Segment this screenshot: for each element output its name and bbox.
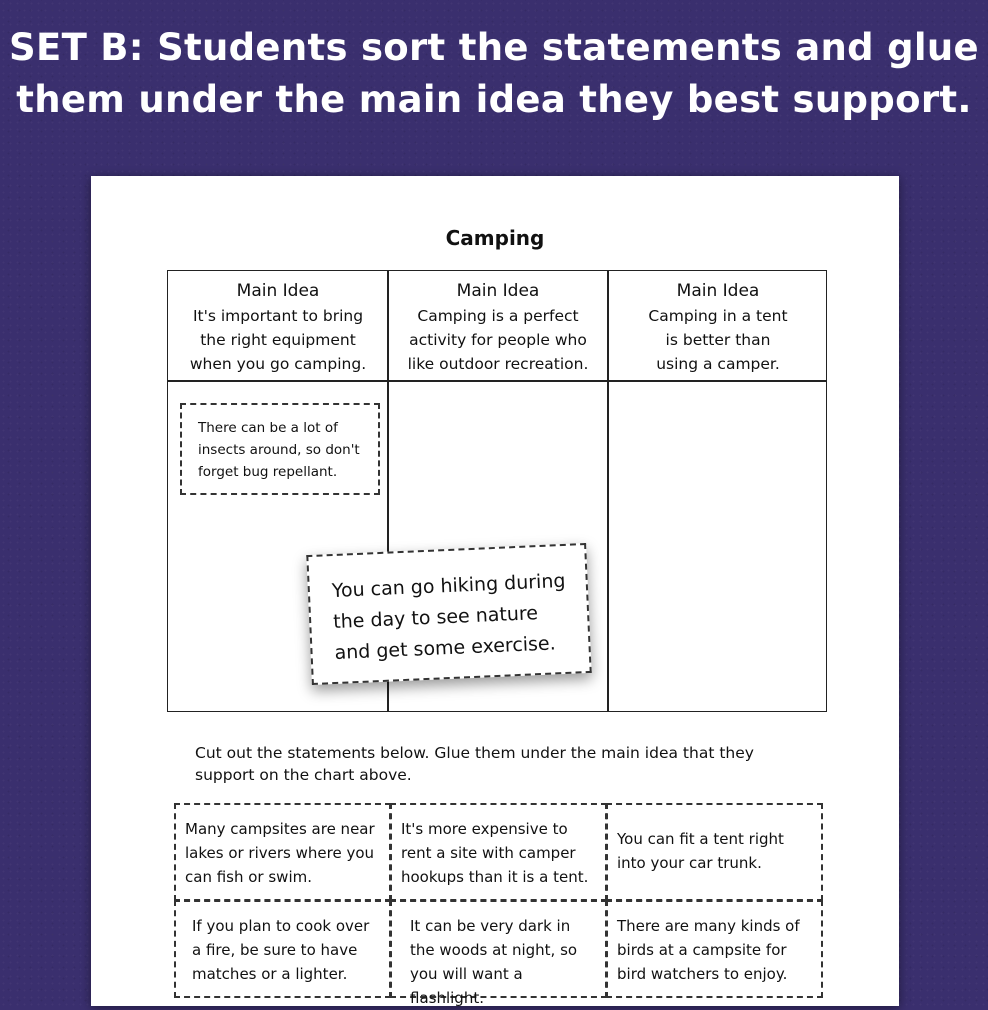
main-idea-text <box>388 304 608 376</box>
statement-line: lakes or rivers where you <box>185 844 375 862</box>
main-idea-3 <box>608 279 828 376</box>
main-idea-line: is better than <box>665 331 771 349</box>
main-idea-heading: Main Idea <box>676 281 760 301</box>
main-idea-line: Camping in a tent <box>648 307 788 325</box>
statement-line: and get some exercise. <box>334 632 557 665</box>
statement-line: There are many kinds of <box>617 917 800 935</box>
main-idea-line: when you go camping. <box>189 355 367 373</box>
cutout-statement-card[interactable] <box>174 900 391 998</box>
main-idea-text <box>608 304 828 376</box>
statement-line: insects around, so don't <box>198 442 360 458</box>
glued-statement-card[interactable] <box>180 403 380 495</box>
statement-line: a fire, be sure to have <box>192 941 358 959</box>
statement-line: into your car trunk. <box>617 854 762 872</box>
statement-line: you will want a flashlight. <box>410 965 523 1007</box>
headline-line-2: them under the main idea they best support. <box>16 78 972 121</box>
main-idea-1 <box>168 279 388 376</box>
statement-line: Many campsites are near <box>185 820 375 838</box>
statement-line: It's more expensive to <box>401 820 568 838</box>
header-divider <box>168 380 826 382</box>
floating-statement-card[interactable] <box>306 543 591 685</box>
statement-line: matches or a lighter. <box>192 965 348 983</box>
statement-line: birds at a campsite for <box>617 941 787 959</box>
statement-line: You can go hiking during <box>331 569 566 603</box>
headline <box>0 22 988 126</box>
cutout-statement-card[interactable] <box>606 803 823 901</box>
instructions-line: support on the chart above. <box>195 766 412 784</box>
statement-line: the day to see nature <box>332 602 539 634</box>
headline-line-1: SET B: Students sort the statements and glue <box>9 26 979 69</box>
worksheet-title: Camping <box>445 226 545 250</box>
main-idea-line: like outdoor recreation. <box>407 355 589 373</box>
statement-line: It can be very dark in <box>410 917 571 935</box>
statement-line: the woods at night, so <box>410 941 578 959</box>
statement-line: You can fit a tent right <box>617 830 784 848</box>
main-idea-heading: Main Idea <box>456 281 540 301</box>
cutout-statement-card[interactable] <box>606 900 823 998</box>
instructions-line: Cut out the statements below. Glue them under the main idea that they <box>195 744 754 762</box>
main-idea-heading: Main Idea <box>236 281 320 301</box>
statement-line: There can be a lot of <box>198 420 338 436</box>
statement-line: bird watchers to enjoy. <box>617 965 788 983</box>
statement-line: forget bug repellant. <box>198 464 338 480</box>
worksheet-page <box>91 176 899 1006</box>
cutout-statement-card[interactable] <box>390 803 607 901</box>
main-idea-line: the right equipment <box>200 331 356 349</box>
statement-line: rent a site with camper <box>401 844 576 862</box>
cutout-statement-card[interactable] <box>390 900 607 1007</box>
statement-line: can fish or swim. <box>185 868 312 886</box>
main-idea-2 <box>388 279 608 376</box>
main-idea-line: activity for people who <box>409 331 587 349</box>
instructions <box>195 742 815 786</box>
main-idea-text <box>168 304 388 376</box>
main-idea-line: Camping is a perfect <box>417 307 579 325</box>
main-idea-line: using a camper. <box>656 355 780 373</box>
main-idea-line: It's important to bring <box>192 307 364 325</box>
statement-line: If you plan to cook over <box>192 917 370 935</box>
cutout-statement-card[interactable] <box>174 803 391 901</box>
statement-line: hookups than it is a tent. <box>401 868 589 886</box>
